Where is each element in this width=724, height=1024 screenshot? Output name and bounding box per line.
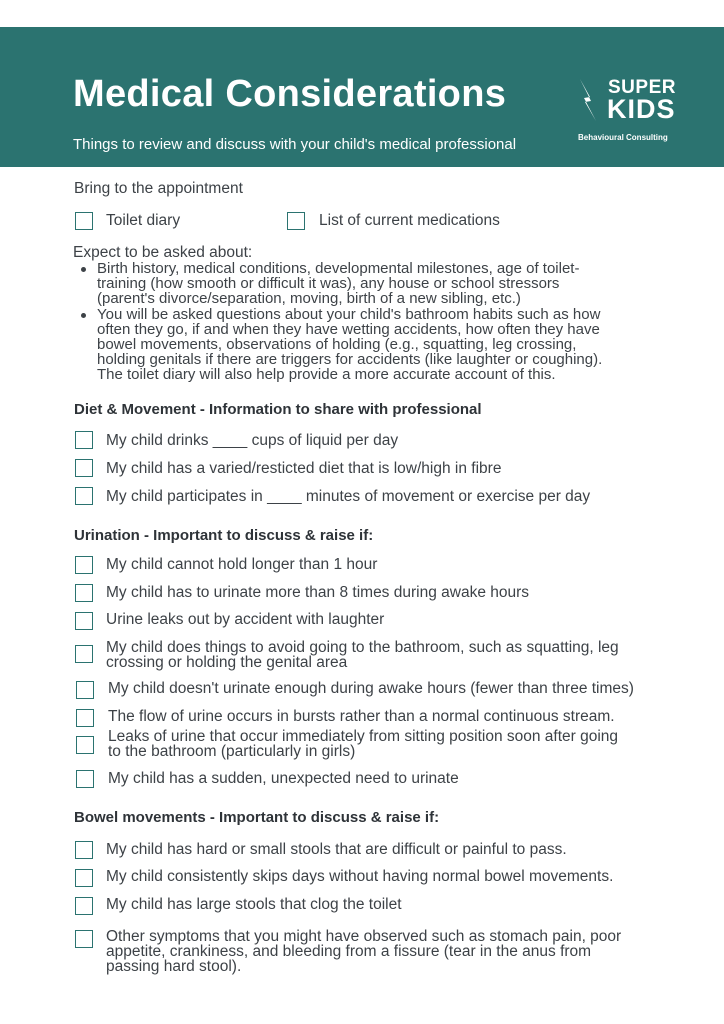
checkbox-toilet-diary[interactable]	[75, 212, 93, 230]
page-subtitle: Things to review and discuss with your child's medical professional	[73, 136, 517, 153]
checkbox-label: My child consistently skips days without having normal bowel movements.	[106, 868, 614, 885]
urination-heading: Urination - Important to discuss & raise if:	[74, 527, 374, 544]
checkbox-urination[interactable]	[75, 645, 93, 663]
checkbox-medications-list[interactable]	[287, 212, 305, 230]
checkbox-bowel[interactable]	[75, 841, 93, 859]
checkbox-exercise[interactable]	[75, 487, 93, 505]
checkbox-label: List of current medications	[319, 212, 500, 229]
diet-heading: Diet & Movement - Information to share with professional	[74, 401, 482, 418]
logo-line-kids: KIDS	[607, 94, 676, 124]
checkbox-label: My child doesn't urinate enough during awake hours (fewer than three times)	[108, 680, 634, 697]
checkbox-label: My child has hard or small stools that are difficult or painful to pass.	[106, 841, 567, 858]
checkbox-label: Urine leaks out by accident with laughter	[106, 611, 385, 628]
bullet-dot	[81, 313, 86, 318]
logo	[576, 77, 676, 147]
checkbox-label: My child has a sudden, unexpected need to urinate	[108, 770, 459, 787]
checkbox-urination[interactable]	[75, 612, 93, 630]
checkbox-label: The flow of urine occurs in bursts rather than a normal continuous stream.	[108, 708, 615, 725]
bowel-heading: Bowel movements - Important to discuss & raise if:	[74, 809, 440, 826]
checkbox-urination[interactable]	[76, 736, 94, 754]
checkbox-label: My child has large stools that clog the toilet	[106, 896, 402, 913]
checkbox-bowel[interactable]	[75, 869, 93, 887]
logo-tagline: Behavioural Consulting	[578, 133, 668, 142]
checkbox-label: My child drinks ____ cups of liquid per day	[106, 432, 399, 449]
bullet-dot	[81, 267, 86, 272]
checkbox-urination[interactable]	[76, 709, 94, 727]
page-title: Medical Considerations	[73, 73, 507, 115]
logo-line-super: SUPER	[608, 77, 676, 98]
bullet-item: Birth history, medical conditions, developmental milestones, age of toilet- training (how smooth or difficult it was), any house or school stressors (parent's divorce/separation, moving, birth of a new sibling, etc.)	[97, 260, 580, 307]
checkbox-urination[interactable]	[75, 584, 93, 602]
appointment-heading: Bring to the appointment	[74, 180, 243, 197]
checkbox-label: My child cannot hold longer than 1 hour	[106, 556, 378, 573]
checkbox-urination[interactable]	[76, 770, 94, 788]
checkbox-label: Leaks of urine that occur immediately from sitting position soon after going to the bathroom (particularly in girls)	[108, 728, 619, 760]
checkbox-diet[interactable]	[75, 459, 93, 477]
lightning-icon	[576, 77, 600, 123]
checkbox-label: My child participates in ____ minutes of movement or exercise per day	[106, 488, 591, 505]
checkbox-liquid[interactable]	[75, 431, 93, 449]
expect-heading: Expect to be asked about:	[73, 244, 253, 261]
checkbox-urination[interactable]	[76, 681, 94, 699]
checkbox-label: My child has to urinate more than 8 times during awake hours	[106, 584, 530, 601]
checkbox-bowel[interactable]	[75, 930, 93, 948]
checkbox-label: My child does things to avoid going to the bathroom, such as squatting, leg crossing or holding the genital area	[106, 639, 619, 671]
checkbox-bowel[interactable]	[75, 897, 93, 915]
checkbox-label: My child has a varied/resticted diet that is low/high in fibre	[106, 460, 502, 477]
checkbox-label: Other symptoms that you might have observed such as stomach pain, poor appetite, crankiness, and bleeding from a fissure (tear in the anus from passing hard stool).	[106, 928, 622, 975]
bullet-item: You will be asked questions about your child's bathroom habits such as how often they go, if and when they have wetting accidents, how often they have bowel movements, observations of holding (e.g., squatting, leg crossing, holding genitals if there are triggers for accidents (like laughter or coughing). The toilet diary will also help provide a more accurate account of this.	[97, 306, 603, 383]
checkbox-urination[interactable]	[75, 556, 93, 574]
checkbox-label: Toilet diary	[106, 212, 181, 229]
